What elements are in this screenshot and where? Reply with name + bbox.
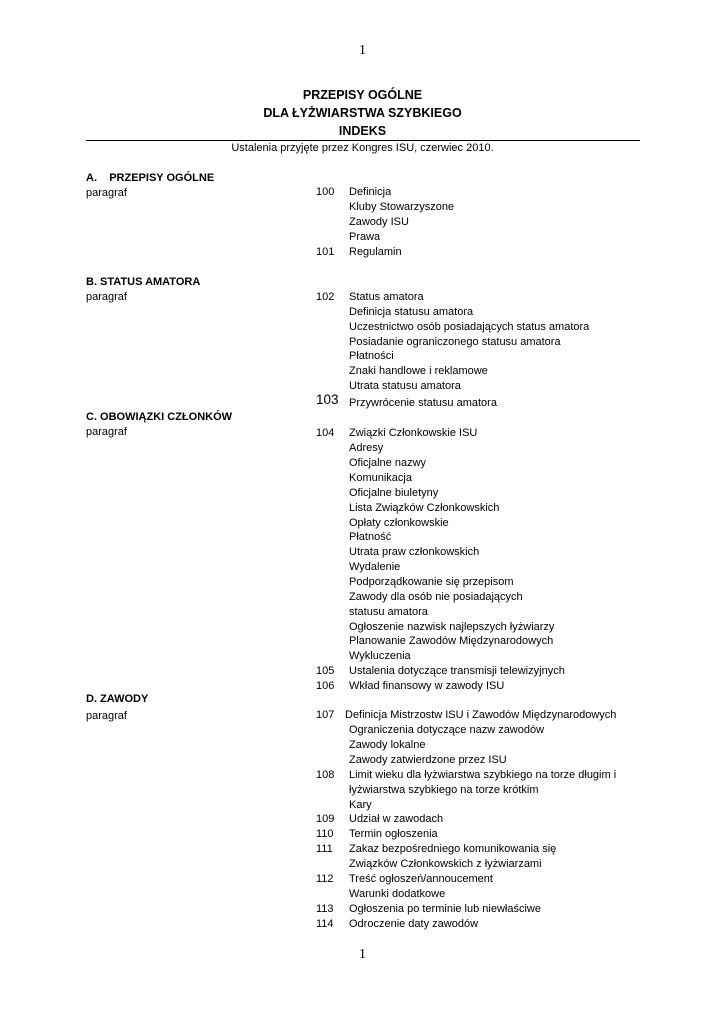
section-heading-c: C. OBOWIĄZKI CZŁONKÓW bbox=[86, 411, 233, 423]
paragraph-title: Zawody zatwierdzone przez ISU bbox=[349, 754, 507, 766]
section-sub-c: paragraf bbox=[86, 426, 127, 438]
index-entry bbox=[0, 768, 725, 783]
paragraph-number: 112 bbox=[316, 873, 334, 885]
paragraph-title: Definicja bbox=[349, 186, 392, 198]
index-entry bbox=[0, 364, 725, 379]
index-entry bbox=[0, 335, 725, 350]
paragraph-title: Uczestnictwo osób posiadających status amatora bbox=[349, 321, 590, 333]
section-sub-d: paragraf bbox=[86, 710, 127, 722]
paragraph-title: Związków Członkowskich z łyżwiarzami bbox=[349, 858, 542, 870]
index-entry bbox=[0, 305, 725, 320]
paragraph-title: Przywrócenie statusu amatora bbox=[349, 397, 497, 409]
index-entry bbox=[0, 902, 725, 917]
index-entry bbox=[0, 426, 725, 441]
index-entry bbox=[0, 664, 725, 679]
paragraph-title: Płatności bbox=[349, 350, 394, 362]
paragraph-title: Odroczenie daty zawodów bbox=[349, 918, 479, 930]
paragraph-title: Warunki dodatkowe bbox=[349, 888, 446, 900]
paragraph-title: Ogłoszenia po terminie lub niewłaściwe bbox=[349, 903, 541, 915]
page-number-top: 1 bbox=[359, 43, 366, 58]
paragraph-number: 110 bbox=[316, 828, 334, 840]
paragraph-title: Kluby Stowarzyszone bbox=[349, 201, 455, 213]
paragraph-title: Definicja statusu amatora bbox=[349, 306, 474, 318]
paragraph-title: Termin ogłoszenia bbox=[349, 828, 438, 840]
index-entry bbox=[0, 441, 725, 456]
document-subtitle: Ustalenia przyjęte przez Kongres ISU, czerwiec 2010. bbox=[231, 142, 494, 154]
paragraph-title: Prawa bbox=[349, 231, 381, 243]
index-entry bbox=[0, 827, 725, 842]
index-entry bbox=[0, 185, 725, 200]
index-entry bbox=[0, 349, 725, 364]
paragraph-number: 104 bbox=[316, 427, 335, 439]
paragraph-number: 114 bbox=[316, 918, 334, 930]
paragraph-title: statusu amatora bbox=[349, 606, 428, 618]
paragraph-title: Podporządkowanie się przepisom bbox=[349, 576, 514, 588]
paragraph-number: 108 bbox=[316, 769, 335, 781]
page-number-bottom: 1 bbox=[359, 947, 366, 962]
index-entry bbox=[0, 605, 725, 620]
paragraph-title: Posiadanie ograniczonego statusu amatora bbox=[349, 336, 561, 348]
index-entry bbox=[0, 530, 725, 545]
index-entry bbox=[0, 471, 725, 486]
paragraph-number: 100 bbox=[316, 186, 335, 198]
index-entry bbox=[0, 872, 725, 887]
index-entry bbox=[0, 230, 725, 245]
index-entry bbox=[0, 842, 725, 857]
index-entry bbox=[0, 501, 725, 516]
index-entry bbox=[0, 545, 725, 560]
paragraph-title: Kary bbox=[349, 799, 372, 811]
paragraph-number: 101 bbox=[316, 246, 335, 258]
paragraph-title: Regulamin bbox=[349, 246, 402, 258]
index-entry bbox=[0, 887, 725, 902]
paragraph-title: Komunikacja bbox=[349, 472, 412, 484]
paragraph-title: Ustalenia dotyczące transmisji telewizyjnych bbox=[349, 665, 565, 677]
paragraph-title: Ograniczenia dotyczące nazw zawodów bbox=[349, 724, 545, 736]
index-entry bbox=[0, 917, 725, 932]
paragraph-title: łyżwiarstwa szybkiego na torze krótkim bbox=[349, 784, 539, 796]
index-entry bbox=[0, 634, 725, 649]
paragraph-title: Udział w zawodach bbox=[349, 813, 444, 825]
index-entry bbox=[0, 812, 725, 827]
index-entry bbox=[0, 798, 725, 813]
paragraph-number: 102 bbox=[316, 291, 335, 303]
paragraph-title: Opłaty członkowskie bbox=[349, 517, 449, 529]
index-entry bbox=[0, 456, 725, 471]
paragraph-title: Wykluczenia bbox=[349, 650, 411, 662]
index-entry bbox=[0, 245, 725, 260]
index-entry bbox=[0, 575, 725, 590]
paragraph-title: Utrata praw członkowskich bbox=[349, 546, 480, 558]
index-entry bbox=[0, 516, 725, 531]
paragraph-title: Wydalenie bbox=[349, 561, 401, 573]
paragraph-title: Ogłoszenie nazwisk najlepszych łyżwiarzy bbox=[349, 621, 555, 633]
paragraph-title: Płatność bbox=[349, 531, 392, 543]
section-sub-a: paragraf bbox=[86, 187, 127, 199]
index-entry bbox=[0, 379, 725, 394]
paragraph-number: 113 bbox=[316, 903, 334, 915]
paragraph-title: Znaki handlowe i reklamowe bbox=[349, 365, 488, 377]
paragraph-title: Utrata statusu amatora bbox=[349, 380, 461, 392]
index-entry bbox=[0, 857, 725, 872]
paragraph-title: Zawody ISU bbox=[349, 216, 409, 228]
index-entry bbox=[0, 290, 725, 305]
paragraph-number: 103 bbox=[316, 392, 339, 407]
paragraph-title: Wkład finansowy w zawody ISU bbox=[349, 680, 505, 692]
paragraph-title: Zakaz bezpośredniego komunikowania się bbox=[349, 843, 557, 855]
document-title: PRZEPISY OGÓLNE bbox=[302, 88, 423, 102]
index-entry bbox=[0, 486, 725, 501]
index-entry bbox=[0, 679, 725, 694]
paragraph-title: Limit wieku dla łyżwiarstwa szybkiego na torze długim i bbox=[349, 769, 617, 781]
index-entry bbox=[0, 723, 725, 738]
section-heading-d: D. ZAWODY bbox=[86, 693, 149, 705]
index-entry bbox=[0, 783, 725, 798]
paragraph-title: Adresy bbox=[349, 442, 384, 454]
section-heading-b: B. STATUS AMATORA bbox=[86, 276, 201, 288]
index-entry bbox=[0, 753, 725, 768]
paragraph-number: 106 bbox=[316, 680, 335, 692]
paragraph-title: Treść ogłoszeń/annoucement bbox=[349, 873, 493, 885]
paragraph-number: 105 bbox=[316, 665, 335, 677]
paragraph-number: 107 bbox=[316, 709, 335, 721]
paragraph-title: Status amatora bbox=[349, 291, 424, 303]
index-entry bbox=[0, 708, 725, 723]
paragraph-title: Związki Członkowskie ISU bbox=[349, 427, 478, 439]
index-entry bbox=[0, 215, 725, 230]
index-entry bbox=[0, 560, 725, 575]
index-entry bbox=[0, 649, 725, 664]
index-entry bbox=[0, 620, 725, 635]
paragraph-title: Planowanie Zawodów Międzynarodowych bbox=[349, 635, 554, 647]
paragraph-title: Lista Związków Członkowskich bbox=[349, 502, 500, 514]
index-entry bbox=[0, 320, 725, 335]
index-entry bbox=[0, 738, 725, 753]
index-entry bbox=[0, 200, 725, 215]
section-sub-b: paragraf bbox=[86, 291, 127, 303]
paragraph-title: Oficjalne nazwy bbox=[349, 457, 427, 469]
document-title-line-3: INDEKS bbox=[338, 124, 387, 138]
paragraph-number: 109 bbox=[316, 813, 335, 825]
paragraph-number: 111 bbox=[316, 843, 333, 855]
paragraph-title: Zawody lokalne bbox=[349, 739, 426, 751]
section-heading-a: A. PRZEPISY OGÓLNE bbox=[86, 172, 215, 184]
paragraph-title: Definicja Mistrzostw ISU i Zawodów Międzynarodowych bbox=[345, 709, 617, 721]
document-title-line-2: DLA ŁYŻWIARSTWA SZYBKIEGO bbox=[263, 106, 462, 120]
index-entry bbox=[0, 590, 725, 605]
paragraph-title: Oficjalne biuletyny bbox=[349, 487, 439, 499]
index-entry bbox=[0, 392, 725, 411]
paragraph-title: Zawody dla osób nie posiadających bbox=[349, 591, 523, 603]
